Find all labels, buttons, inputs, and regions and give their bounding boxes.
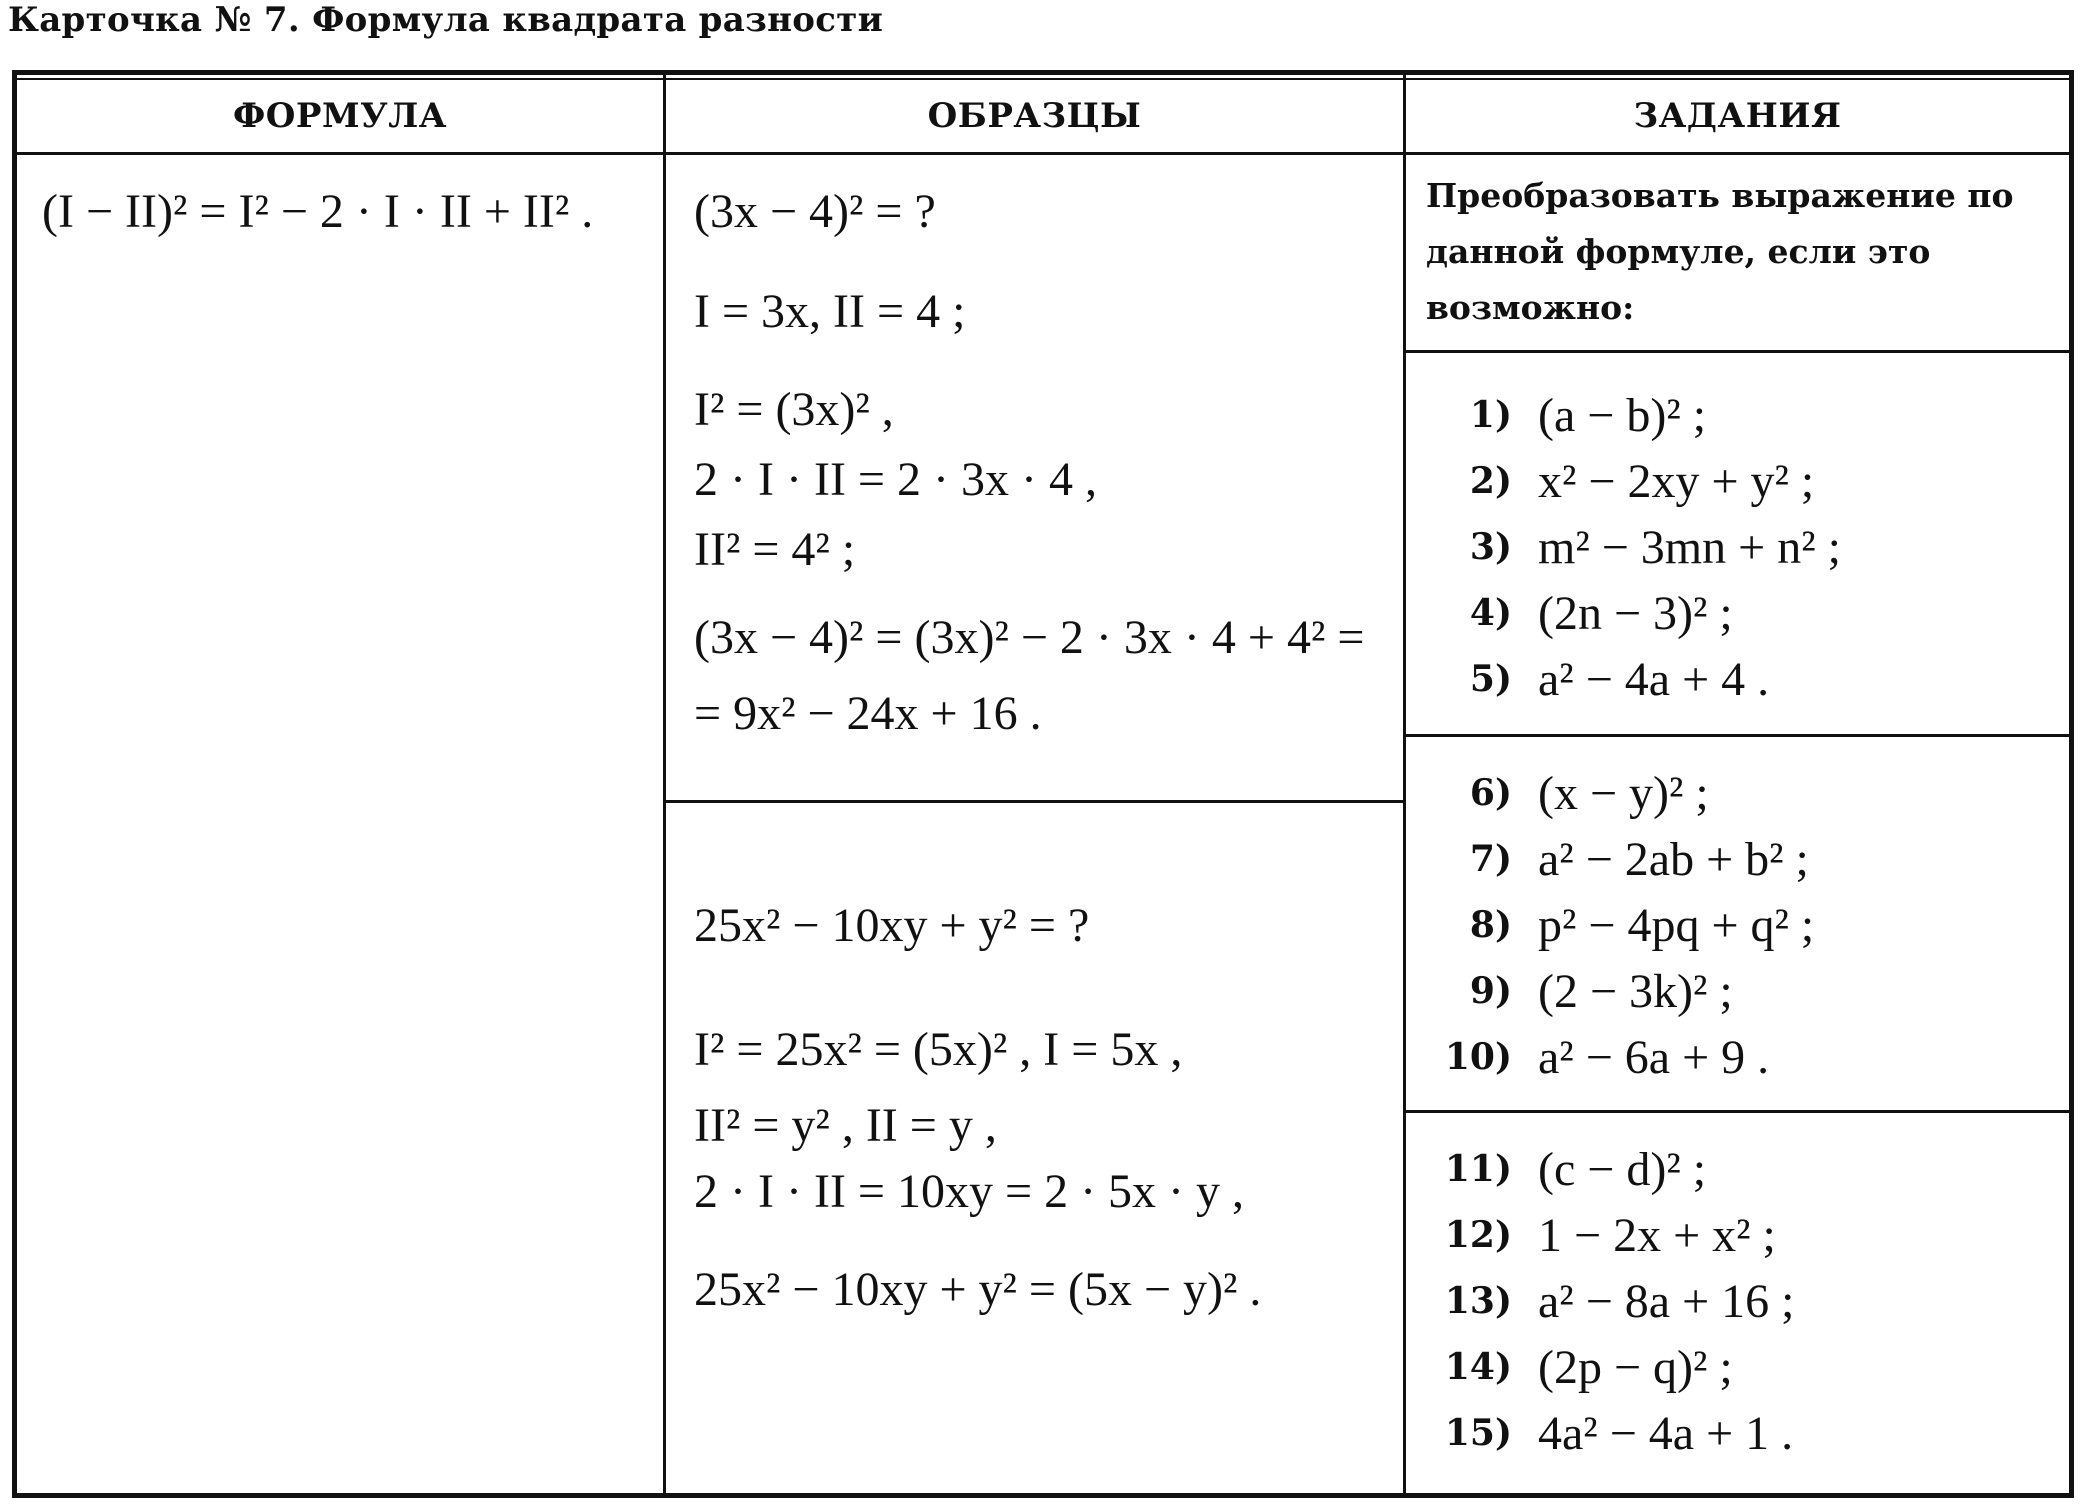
- samples-divider: [666, 800, 1403, 803]
- card-title: Карточка № 7. Формула квадрата разности: [8, 0, 884, 40]
- tasks-divider-group2: [1406, 1110, 2069, 1113]
- task-item: [1420, 1204, 1776, 1266]
- task-item: [1420, 582, 1733, 644]
- task-number: 4): [1469, 592, 1512, 634]
- task-item: [1420, 960, 1733, 1022]
- task-number: 9): [1469, 970, 1512, 1012]
- sample2-line-1: 25x² − 10xy + y² = ?: [694, 899, 1090, 952]
- sample2-line-4: 2 · I · II = 10xy = 2 · 5x · y ,: [694, 1165, 1245, 1218]
- sample1-line-4: 2 · I · II = 2 · 3x · 4 ,: [694, 453, 1097, 506]
- formula: (I − II)² = I² − 2 · I · II + II² .: [42, 185, 594, 238]
- header-divider: [17, 152, 2069, 155]
- task-item: [1420, 648, 1769, 710]
- task-number: 7): [1469, 838, 1512, 880]
- task-number: 3): [1469, 526, 1512, 568]
- task-number: 15): [1444, 1412, 1512, 1454]
- task-item: [1420, 450, 1814, 512]
- task-number: 1): [1469, 394, 1512, 436]
- column-divider-1: [663, 75, 666, 1493]
- task-item: [1420, 384, 1706, 446]
- task-item: [1420, 1138, 1706, 1200]
- task-number: 2): [1469, 460, 1512, 502]
- tasks-divider-intro: [1406, 350, 2069, 353]
- header-tasks: ЗАДАНИЯ: [1633, 96, 1842, 136]
- task-expression: (c − d)² ;: [1538, 1142, 1707, 1196]
- task-item: [1420, 1402, 1793, 1464]
- tasks-divider-group1: [1406, 734, 2069, 737]
- task-number: 12): [1444, 1214, 1512, 1256]
- task-item: [1420, 828, 1809, 890]
- task-expression: 4a² − 4a + 1 .: [1538, 1406, 1794, 1460]
- task-number: 8): [1469, 904, 1512, 946]
- sample2-line-2: I² = 25x² = (5x)² , I = 5x ,: [694, 1023, 1183, 1076]
- task-expression: (2n − 3)² ;: [1538, 586, 1733, 640]
- task-number: 14): [1444, 1346, 1512, 1388]
- task-expression: (a − b)² ;: [1538, 388, 1707, 442]
- task-expression: a² − 6a + 9 .: [1538, 1030, 1770, 1084]
- sample1-line-1: (3x − 4)² = ?: [694, 185, 936, 238]
- task-expression: x² − 2xy + y² ;: [1538, 454, 1815, 508]
- task-item: [1420, 1026, 1769, 1088]
- task-expression: a² − 8a + 16 ;: [1538, 1274, 1795, 1328]
- task-item: [1420, 516, 1841, 578]
- sample1-line-2: I = 3x, II = 4 ;: [694, 285, 966, 338]
- sample1-line-7: = 9x² − 24x + 16 .: [694, 687, 1042, 740]
- task-item: [1420, 762, 1709, 824]
- task-expression: a² − 2ab + b² ;: [1538, 832, 1809, 886]
- task-expression: (x − y)² ;: [1538, 766, 1709, 820]
- sample1-line-3: I² = (3x)² ,: [694, 383, 894, 436]
- sample2-line-3: II² = y² , II = y ,: [694, 1099, 997, 1152]
- header-samples: ОБРАЗЦЫ: [927, 96, 1142, 136]
- header-formula: ФОРМУЛА: [233, 96, 447, 136]
- task-item: [1420, 1336, 1733, 1398]
- sample1-line-6: (3x − 4)² = (3x)² − 2 · 3x · 4 + 4² =: [694, 611, 1365, 664]
- task-number: 6): [1469, 772, 1512, 814]
- task-expression: (2 − 3k)² ;: [1538, 964, 1733, 1018]
- task-expression: m² − 3mn + n² ;: [1538, 520, 1841, 574]
- task-item: [1420, 1270, 1794, 1332]
- task-number: 11): [1444, 1148, 1512, 1190]
- task-number: 13): [1444, 1280, 1512, 1322]
- sample2-line-5: 25x² − 10xy + y² = (5x − y)² .: [694, 1263, 1262, 1316]
- task-expression: 1 − 2x + x² ;: [1538, 1208, 1776, 1262]
- task-item: [1420, 894, 1814, 956]
- sample1-line-5: II² = 4² ;: [694, 523, 856, 576]
- task-expression: p² − 4pq + q² ;: [1538, 898, 1815, 952]
- column-divider-2: [1403, 75, 1406, 1493]
- tasks-intro: Преобразовать выражение по данной формуле, если это возможно:: [1426, 176, 2014, 327]
- task-expression: a² − 4a + 4 .: [1538, 652, 1770, 706]
- task-number: 5): [1469, 658, 1512, 700]
- task-number: 10): [1444, 1036, 1512, 1078]
- task-expression: (2p − q)² ;: [1538, 1340, 1733, 1394]
